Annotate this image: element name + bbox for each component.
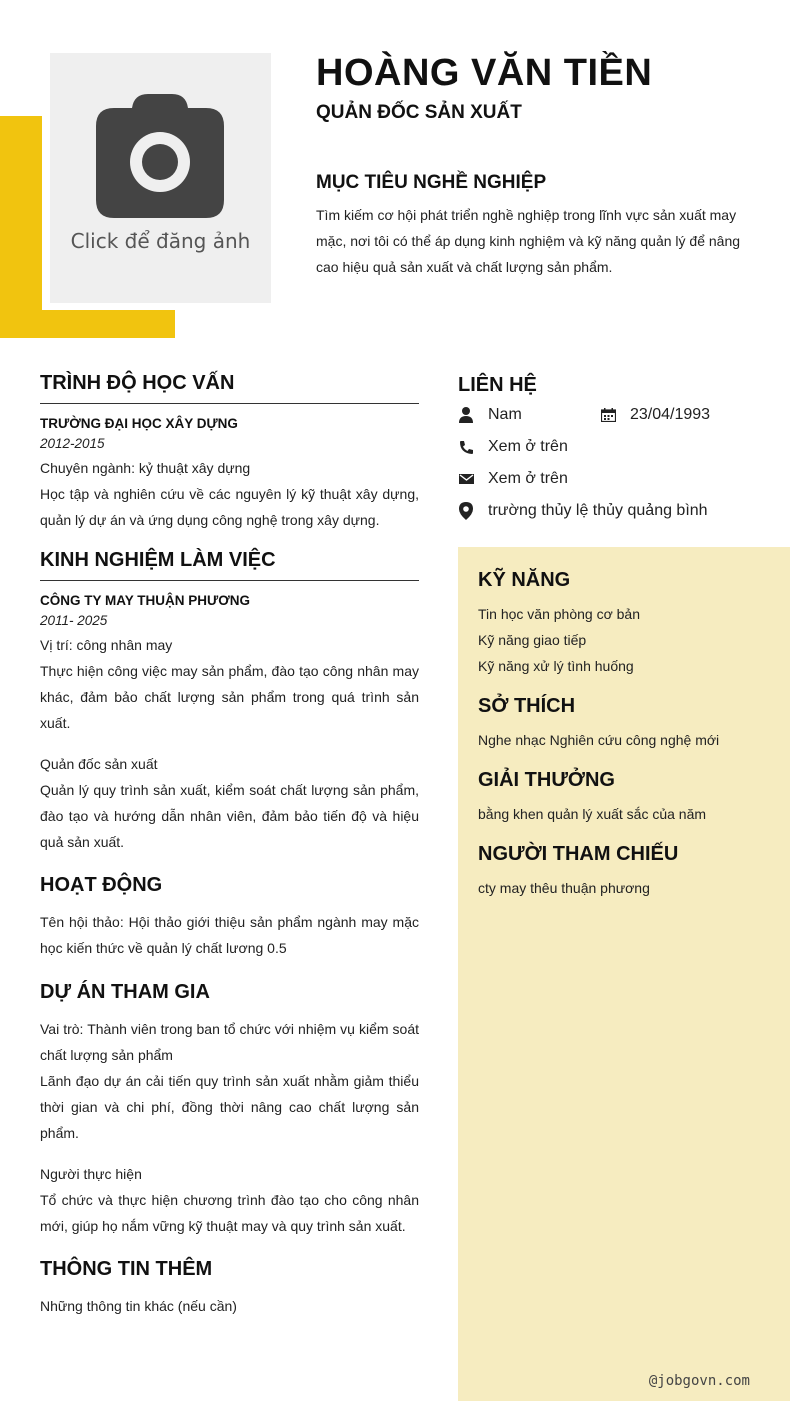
projects-role-2: Người thực hiện <box>40 1166 142 1182</box>
objective-heading: MỤC TIÊU NGHỀ NGHIỆP <box>316 172 547 193</box>
calendar-icon <box>600 407 616 423</box>
awards-text: bằng khen quản lý xuất sắc của năm <box>478 806 707 822</box>
skills-list <box>478 601 770 679</box>
experience-description-2: Quản lý quy trình sản xuất, kiểm soát chất lượng sản phẩm, đào tạo và hướng dẫn nhân viên, đảm bảo tiến độ và hiệu quả sản xuất. <box>40 782 419 850</box>
job-title: QUẢN ĐỐC SẢN XUẤT <box>316 102 522 123</box>
contact-gender <box>458 406 522 424</box>
objective-text: Tìm kiếm cơ hội phát triển nghề nghiệp trong lĩnh vực sản xuất may mặc, nơi tôi có thể áp dụng kinh nghiệm và kỹ năng quản lý để nâng cao hiệu quả sản xuất và chất lượng sản phẩm. <box>316 207 741 275</box>
accent-bar-vertical <box>0 116 42 338</box>
skill-item: Kỹ năng giao tiếp <box>478 632 587 648</box>
person-icon <box>458 407 474 423</box>
watermark: @jobgovn.com <box>648 1373 750 1389</box>
education-years: 2012-2015 <box>40 436 105 451</box>
address-value: trường thủy lệ thủy quảng bình <box>488 502 708 519</box>
hobbies-text: Nghe nhạc Nghiên cứu công nghệ mới <box>478 732 720 748</box>
birthday-value: 23/04/1993 <box>630 406 711 423</box>
phone-icon <box>458 439 474 455</box>
sidebar-panel <box>458 547 790 1401</box>
projects-description-1: Lãnh đạo dự án cải tiến quy trình sản xuất nhằm giảm thiểu thời gian và chi phí, đồng thời nâng cao chất lượng sản phẩm. <box>40 1073 419 1141</box>
skills-heading: KỸ NĂNG <box>478 569 571 591</box>
experience-description-1: Thực hiện công việc may sản phẩm, đào tạo công nhân may khác, đảm bảo chất lượng sản phẩm trong quá trình sản xuất. <box>40 663 419 731</box>
experience-company: CÔNG TY MAY THUẬN PHƯƠNG <box>40 593 250 608</box>
main-column <box>40 372 419 1319</box>
projects-description-2: Tổ chức và thực hiện chương trình đào tạo cho công nhân mới, giúp họ nắm vững kỹ thuật may và quy trình sản xuất. <box>40 1192 419 1234</box>
skill-item: Tin học văn phòng cơ bản <box>478 606 640 622</box>
photo-upload-label: Click để đăng ảnh <box>70 229 251 253</box>
contact-birthday <box>600 406 710 424</box>
phone-value: Xem ở trên <box>488 438 568 455</box>
activities-heading: HOẠT ĐỘNG <box>40 874 163 896</box>
additional-info-heading: THÔNG TIN THÊM <box>40 1258 213 1280</box>
contact-email <box>458 470 568 488</box>
experience-position-2: Quản đốc sản xuất <box>40 756 158 772</box>
candidate-name: HOÀNG VĂN TIỀN <box>316 52 653 94</box>
camera-icon <box>94 90 226 222</box>
education-school: TRƯỜNG ĐẠI HỌC XÂY DỰNG <box>40 416 238 431</box>
references-heading: NGƯỜI THAM CHIẾU <box>478 843 679 865</box>
photo-upload-button[interactable] <box>50 53 271 303</box>
experience-position-1: Vị trí: công nhân may <box>40 637 173 653</box>
education-heading: TRÌNH ĐỘ HỌC VẤN <box>40 372 419 404</box>
projects-role-1: Vai trò: Thành viên trong ban tổ chức với nhiệm vụ kiểm soát chất lượng sản phẩm <box>40 1021 419 1063</box>
location-pin-icon <box>458 503 474 519</box>
envelope-icon <box>458 471 474 487</box>
activities-text: Tên hội thảo: Hội thảo giới thiệu sản phẩm ngành may mặc học kiến thức về quản lý chất lương 0.5 <box>40 914 419 956</box>
experience-years: 2011- 2025 <box>40 613 108 628</box>
hobbies-heading: SỞ THÍCH <box>478 695 576 717</box>
contact-heading: LIÊN HỆ <box>458 374 537 396</box>
gender-value: Nam <box>488 406 522 423</box>
education-major: Chuyên ngành: kỷ thuật xây dựng <box>40 460 251 476</box>
email-value: Xem ở trên <box>488 470 568 487</box>
projects-heading: DỰ ÁN THAM GIA <box>40 981 210 1003</box>
education-description: Học tập và nghiên cứu về các nguyên lý kỹ thuật xây dựng, quản lý dự án và ứng dụng công nghệ trong xây dựng. <box>40 486 419 528</box>
experience-heading: KINH NGHIỆM LÀM VIỆC <box>40 549 419 581</box>
references-text: cty may thêu thuận phương <box>478 880 650 896</box>
contact-phone <box>458 438 568 456</box>
awards-heading: GIẢI THƯỞNG <box>478 769 615 791</box>
accent-bar-horizontal <box>0 310 175 338</box>
contact-address <box>458 502 708 520</box>
skill-item: Kỹ năng xử lý tình huống <box>478 658 634 674</box>
additional-info-text: Những thông tin khác (nếu cần) <box>40 1298 237 1314</box>
